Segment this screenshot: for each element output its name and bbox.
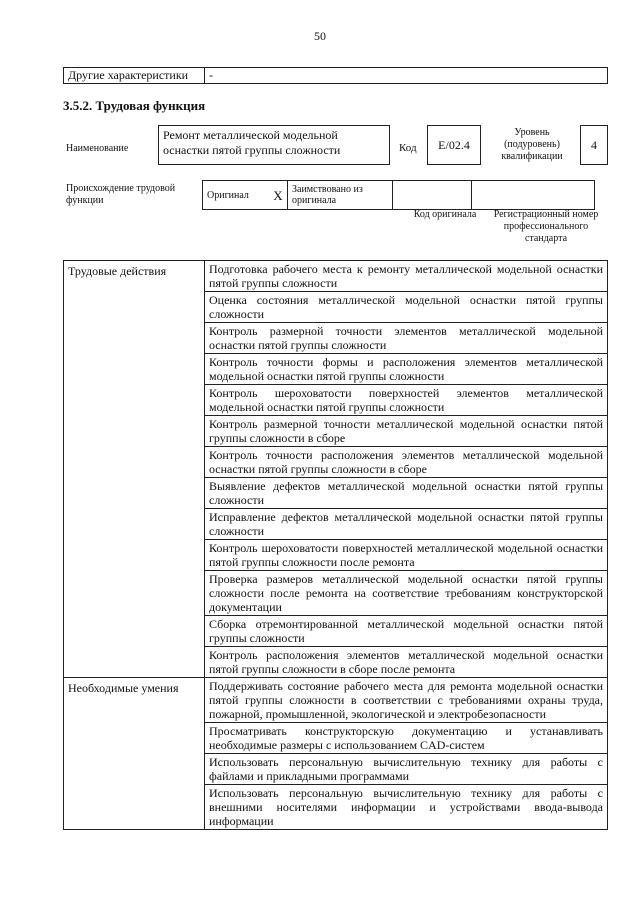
labor-action-item: Выявление дефектов металлической модельной оснастки пятой группы сложности	[205, 478, 608, 509]
function-details-table	[63, 260, 608, 830]
code-label: Код	[399, 142, 417, 154]
original-label: Оригинал	[203, 181, 270, 210]
labor-action-item: Контроль точности расположения элементов металлической модельной оснастки пятой группы сложности в сборе	[205, 447, 608, 478]
labor-action-item: Контроль расположения элементов металлической модельной оснастки пятой группы сложности в сборе после ремонта	[205, 647, 608, 678]
labor-actions-label: Трудовые действия	[64, 261, 205, 678]
labor-action-item: Исправление дефектов металлической модельной оснастки пятой группы сложности	[205, 509, 608, 540]
borrowed-label: Заимствовано из оригинала	[288, 181, 393, 210]
labor-action-item: Контроль размерной точности металлической модельной оснастки пятой группы сложности в сборе	[205, 416, 608, 447]
code-original-cell	[393, 181, 472, 210]
labor-action-item: Оценка состояния металлической модельной оснастки пятой группы сложности	[205, 292, 608, 323]
labor-action-item: Контроль точности формы и расположения элементов металлической модельной оснастки пятой группы сложности	[205, 354, 608, 385]
name-label: Наименование	[66, 143, 129, 154]
registration-number-label: Регистрационный номер профессионального стандарта	[493, 209, 599, 244]
other-characteristics-row	[63, 67, 608, 84]
code-original-label: Код оригинала	[413, 209, 477, 220]
skill-item: Использовать персональную вычислительную технику для работы с внешними носителями информации и устройствами ввода-вывода информации	[205, 785, 608, 830]
labor-action-item: Контроль шероховатости поверхностей металлической модельной оснастки пятой группы сложности после ремонта	[205, 540, 608, 571]
page-number: 50	[314, 29, 326, 43]
registration-number-cell	[472, 181, 595, 210]
original-mark: X	[269, 181, 288, 210]
function-name-value: Ремонт металлической модельной оснастки пятой группы сложности	[158, 125, 390, 165]
labor-action-item: Подготовка рабочего места к ремонту металлической модельной оснастки пятой группы сложности	[205, 261, 608, 292]
labor-action-item: Проверка размеров металлической модельной оснастки пятой группы сложности после ремонта на соответствие требованиям конструкторской документации	[205, 571, 608, 616]
section-title: 3.5.2. Трудовая функция	[63, 98, 206, 113]
code-value: E/02.4	[427, 125, 481, 165]
skill-item: Поддерживать состояние рабочего места для ремонта модельной оснастки пятой группы сложности в соответствии с требованиями охраны труда, пожарной, промышленной, экологической и электробезопасности	[205, 678, 608, 723]
origin-table	[202, 180, 595, 210]
skill-item: Просматривать конструкторскую документацию и устанавливать необходимые размеры с использованием CAD-систем	[205, 723, 608, 754]
level-value: 4	[580, 125, 608, 165]
other-characteristics-value: -	[205, 68, 608, 84]
labor-action-item: Сборка отремонтированной металлической модельной оснастки пятой группы сложности	[205, 616, 608, 647]
origin-label: Происхождение трудовой функции	[66, 183, 176, 206]
labor-action-item: Контроль шероховатости поверхностей элементов металлической модельной оснастки пятой группы сложности	[205, 385, 608, 416]
other-characteristics-label: Другие характеристики	[64, 68, 205, 84]
skills-label: Необходимые умения	[64, 678, 205, 830]
skill-item: Использовать персональную вычислительную технику для работы с файлами и прикладными программами	[205, 754, 608, 785]
level-label: Уровень (подуровень) квалификации	[501, 127, 563, 162]
labor-action-item: Контроль размерной точности элементов металлической модельной оснастки пятой группы сложности	[205, 323, 608, 354]
